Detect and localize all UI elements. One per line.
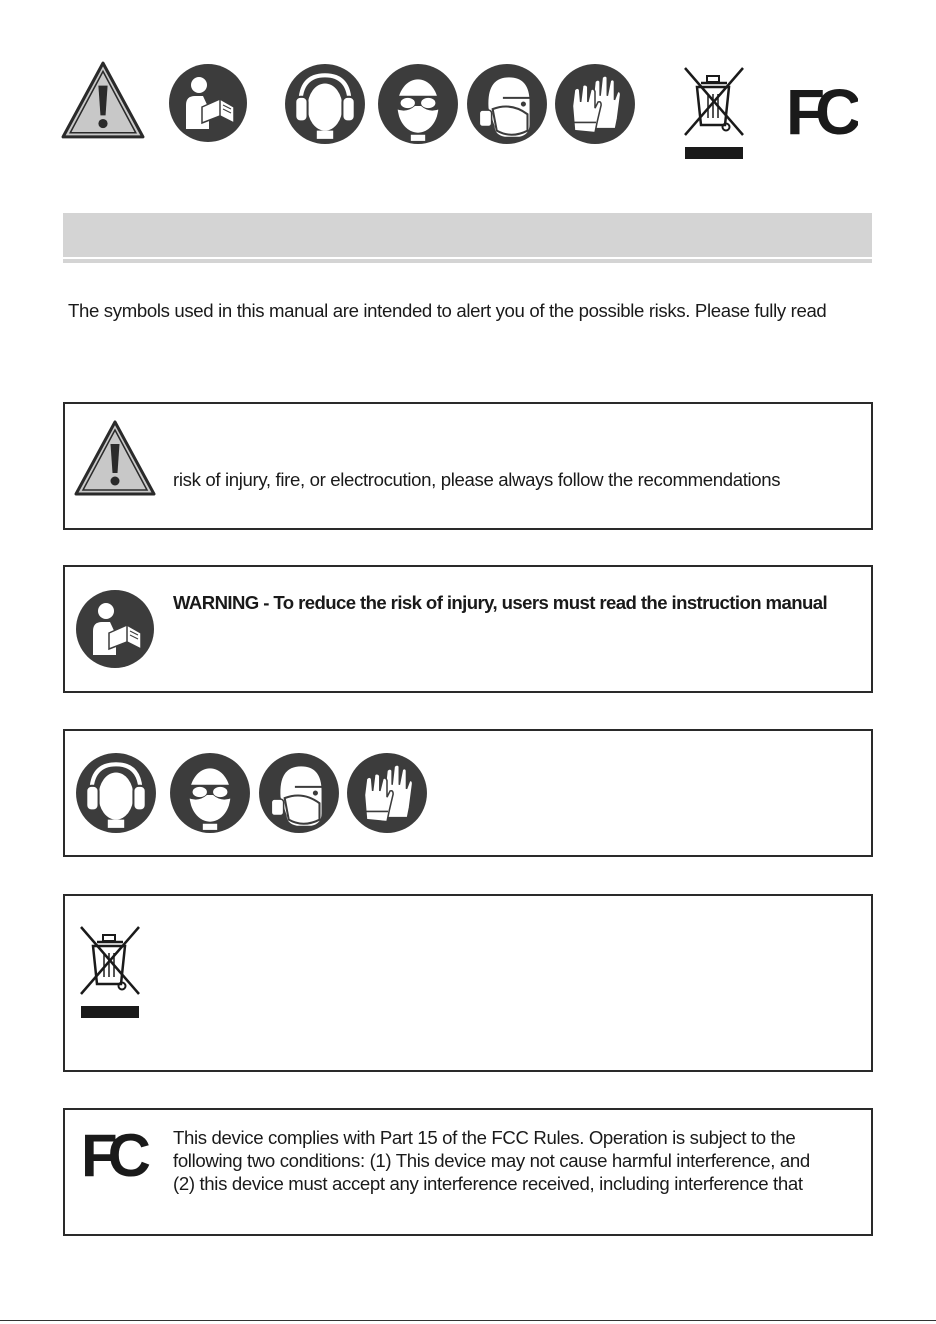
weee-crossed-bin-icon bbox=[678, 63, 750, 163]
dust-mask-icon bbox=[466, 63, 548, 145]
fcc-statement-line-3: (2) this device must accept any interference received, including interference that bbox=[173, 1173, 803, 1194]
ear-protection-icon bbox=[284, 63, 366, 145]
warning-box-text: risk of injury, fire, or electrocution, please always follow the recommendations bbox=[173, 469, 781, 490]
fcc-statement-line-2: following two conditions: (1) This device may not cause harmful interference, and bbox=[173, 1150, 810, 1171]
svg-text:FC: FC bbox=[786, 80, 852, 142]
fcc-logo-icon bbox=[786, 80, 858, 142]
symbol-legend-strip bbox=[0, 0, 936, 180]
fcc-compliance-box bbox=[63, 1108, 873, 1236]
read-manual-icon bbox=[75, 589, 155, 669]
warning-triangle-icon bbox=[73, 419, 157, 497]
read-manual-box bbox=[63, 565, 873, 693]
section-divider bbox=[63, 259, 872, 263]
page-bottom-rule bbox=[0, 1320, 936, 1321]
eye-protection-icon bbox=[377, 63, 459, 145]
ppe-box bbox=[63, 729, 873, 857]
weee-disposal-box bbox=[63, 894, 873, 1072]
gloves-icon bbox=[346, 752, 428, 834]
eye-protection-icon bbox=[169, 752, 251, 834]
read-manual-icon bbox=[168, 63, 248, 143]
gloves-icon bbox=[554, 63, 636, 145]
fcc-statement-line-1: This device complies with Part 15 of the FCC Rules. Operation is subject to the bbox=[173, 1127, 796, 1148]
fcc-logo-icon bbox=[81, 1126, 155, 1184]
intro-paragraph: The symbols used in this manual are intended to alert you of the possible risks. Please fully read bbox=[68, 300, 827, 321]
manual-warning-text: WARNING - To reduce the risk of injury, users must read the instruction manual bbox=[173, 592, 828, 613]
ear-protection-icon bbox=[75, 752, 157, 834]
general-warning-box bbox=[63, 402, 873, 530]
dust-mask-icon bbox=[258, 752, 340, 834]
weee-crossed-bin-icon bbox=[75, 922, 145, 1022]
section-title-band bbox=[63, 213, 872, 257]
warning-triangle-icon bbox=[60, 60, 146, 140]
svg-text:FC: FC bbox=[81, 1126, 141, 1184]
